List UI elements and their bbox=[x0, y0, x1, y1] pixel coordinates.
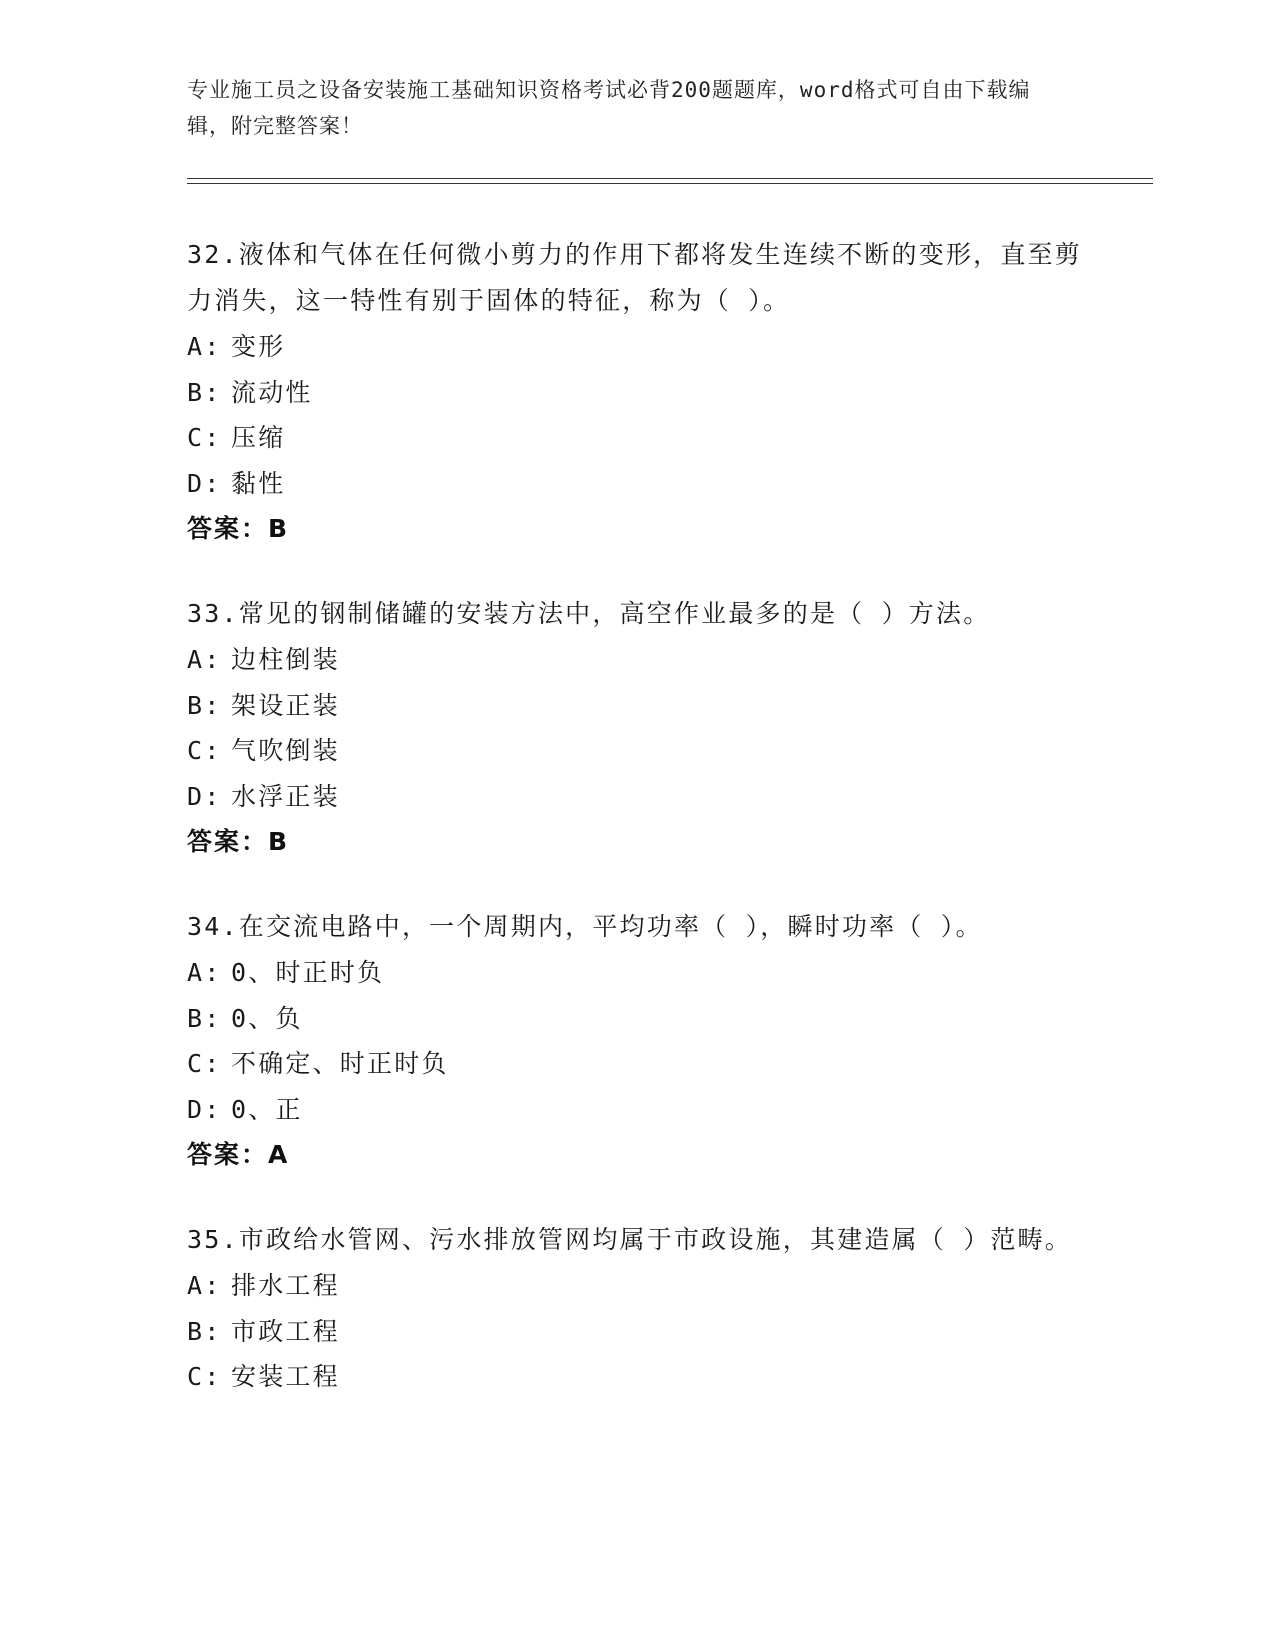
option-text: 0、正 bbox=[231, 1094, 303, 1124]
answer-label: 答案：B bbox=[187, 514, 290, 543]
question-stem: 35.市政给水管网、污水排放管网均属于市政设施，其建造属（ ）范畴。 bbox=[187, 1225, 1073, 1254]
option-c bbox=[187, 1354, 1087, 1400]
option-letter: B: bbox=[187, 1316, 222, 1346]
option-text: 安装工程 bbox=[231, 1362, 340, 1391]
question-list bbox=[187, 232, 1087, 1439]
option-letter: A: bbox=[187, 332, 222, 361]
option-text: 水浮正装 bbox=[231, 781, 340, 811]
option-letter: A: bbox=[187, 958, 222, 987]
option-d bbox=[187, 1087, 1087, 1133]
option-text: 排水工程 bbox=[231, 1271, 340, 1300]
question-stem: 34.在交流电路中，一个周期内，平均功率（ ），瞬时功率（ ）。 bbox=[187, 912, 983, 941]
option-letter: D: bbox=[187, 468, 222, 498]
option-d bbox=[187, 461, 1087, 507]
option-c bbox=[187, 415, 1087, 461]
option-letter: B: bbox=[187, 377, 222, 407]
option-letter: B: bbox=[187, 1003, 222, 1033]
option-letter: C: bbox=[187, 423, 222, 452]
option-b bbox=[187, 370, 1087, 416]
option-b bbox=[187, 996, 1087, 1042]
question-35 bbox=[187, 1217, 1087, 1400]
option-text: 架设正装 bbox=[231, 690, 340, 720]
option-letter: C: bbox=[187, 736, 222, 765]
option-a bbox=[187, 637, 1087, 683]
document-header: 专业施工员之设备安装施工基础知识资格考试必背200题题库，word格式可自由下载编辑，附完整答案！ bbox=[187, 78, 1031, 138]
option-text: 市政工程 bbox=[231, 1316, 340, 1346]
option-text: 边柱倒装 bbox=[231, 645, 340, 674]
question-stem: 33.常见的钢制储罐的安装方法中，高空作业最多的是（ ）方法。 bbox=[187, 599, 991, 628]
option-text: 气吹倒装 bbox=[231, 736, 340, 765]
option-b bbox=[187, 1309, 1087, 1355]
answer-label: 答案：B bbox=[187, 827, 290, 856]
question-33 bbox=[187, 591, 1087, 865]
option-text: 变形 bbox=[231, 332, 286, 361]
option-text: 流动性 bbox=[231, 377, 313, 407]
question-34 bbox=[187, 904, 1087, 1178]
option-text: 0、负 bbox=[231, 1003, 303, 1033]
answer-label: 答案：A bbox=[187, 1140, 290, 1169]
option-letter: D: bbox=[187, 781, 222, 811]
option-d bbox=[187, 774, 1087, 820]
option-letter: B: bbox=[187, 690, 222, 720]
question-stem: 32.液体和气体在任何微小剪力的作用下都将发生连续不断的变形，直至剪力消失，这一特性有别于固体的特征，称为（ ）。 bbox=[187, 240, 1082, 315]
option-b bbox=[187, 683, 1087, 729]
option-a bbox=[187, 324, 1087, 370]
option-a bbox=[187, 1263, 1087, 1309]
option-letter: C: bbox=[187, 1362, 222, 1391]
option-text: 不确定、时正时负 bbox=[231, 1049, 449, 1078]
option-text: 0、时正时负 bbox=[231, 958, 385, 987]
option-letter: C: bbox=[187, 1049, 222, 1078]
option-letter: A: bbox=[187, 645, 222, 674]
option-text: 压缩 bbox=[231, 423, 286, 452]
option-a bbox=[187, 950, 1087, 996]
option-text: 黏性 bbox=[231, 468, 286, 498]
option-c bbox=[187, 728, 1087, 774]
header-divider-top bbox=[187, 178, 1153, 179]
question-32 bbox=[187, 232, 1087, 552]
option-c bbox=[187, 1041, 1087, 1087]
option-letter: D: bbox=[187, 1094, 222, 1124]
header-divider-bottom bbox=[187, 183, 1153, 184]
option-letter: A: bbox=[187, 1271, 222, 1300]
